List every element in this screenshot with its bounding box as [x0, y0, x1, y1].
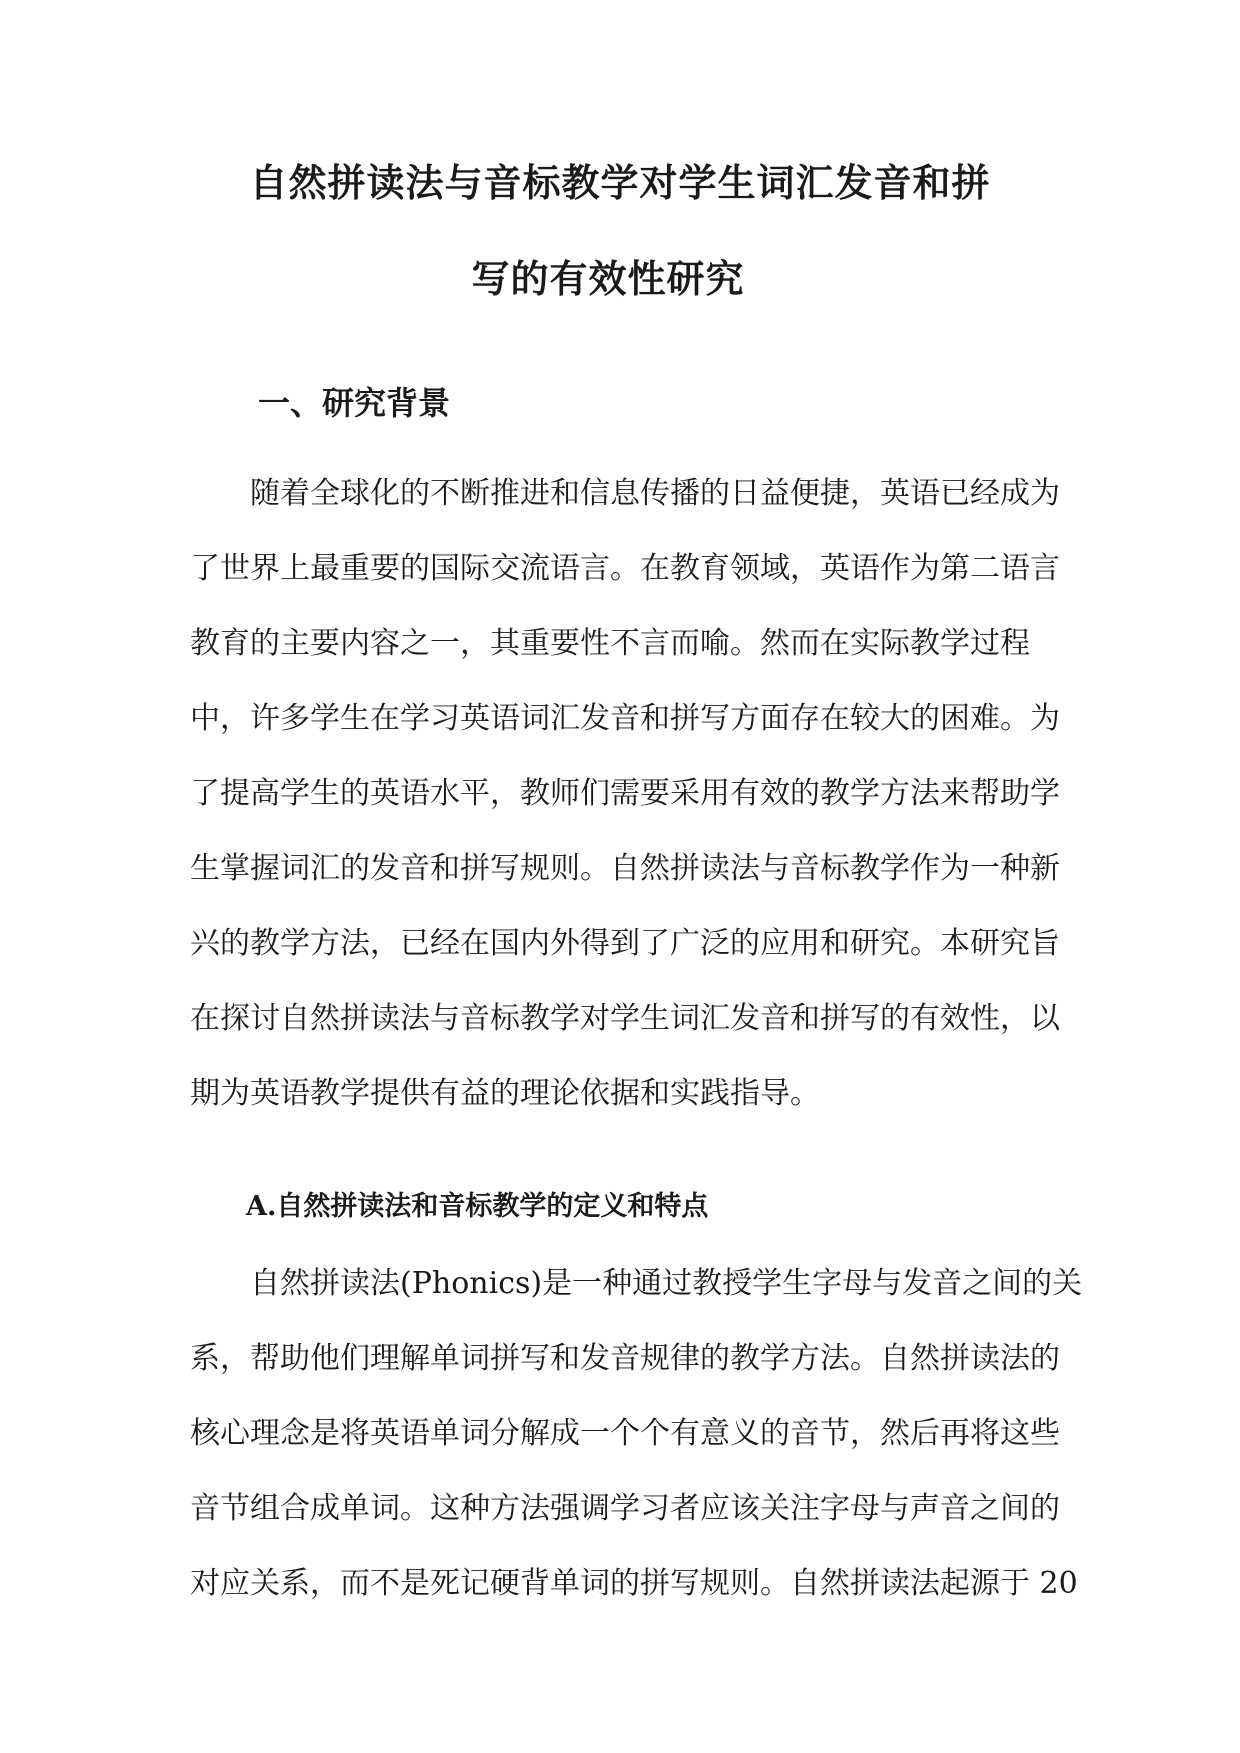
paragraph-line: 中，许多学生在学习英语词汇发音和拼写方面存在较大的困难。为	[190, 701, 1060, 736]
paragraph-line: 生掌握词汇的发音和拼写规则。自然拼读法与音标教学作为一种新	[190, 851, 1060, 886]
subsection-heading-a: A.自然拼读法和音标教学的定义和特点	[246, 1191, 709, 1222]
paragraph-line: 了世界上最重要的国际交流语言。在教育领域，英语作为第二语言	[190, 551, 1060, 586]
paragraph-line: 自然拼读法(Phonics)是一种通过教授学生字母与发音之间的关	[250, 1266, 1083, 1301]
paragraph-line: 了提高学生的英语水平，教师们需要采用有效的教学方法来帮助学	[190, 776, 1060, 811]
document-title-line-1: 自然拼读法与音标教学对学生词汇发音和拼	[249, 160, 991, 205]
document-title-line-2: 写的有效性研究	[471, 256, 745, 301]
paragraph-line: 系，帮助他们理解单词拼写和发音规律的教学方法。自然拼读法的	[190, 1341, 1060, 1376]
paragraph-line: 核心理念是将英语单词分解成一个个有意义的音节，然后再将这些	[190, 1416, 1060, 1451]
paragraph-line: 兴的教学方法，已经在国内外得到了广泛的应用和研究。本研究旨	[190, 926, 1060, 961]
section-heading-background: 一、研究背景	[258, 384, 451, 422]
paragraph-line: 教育的主要内容之一，其重要性不言而喻。然而在实际教学过程	[190, 626, 1030, 661]
paragraph-line: 期为英语教学提供有益的理论依据和实践指导。	[190, 1076, 820, 1111]
paragraph-line: 对应关系，而不是死记硬背单词的拼写规则。自然拼读法起源于 20	[190, 1566, 1078, 1601]
paragraph-line: 音节组合成单词。这种方法强调学习者应该关注字母与声音之间的	[190, 1491, 1060, 1526]
paragraph-line: 随着全球化的不断推进和信息传播的日益便捷，英语已经成为	[250, 476, 1060, 511]
paragraph-line: 在探讨自然拼读法与音标教学对学生词汇发音和拼写的有效性，以	[190, 1001, 1060, 1036]
